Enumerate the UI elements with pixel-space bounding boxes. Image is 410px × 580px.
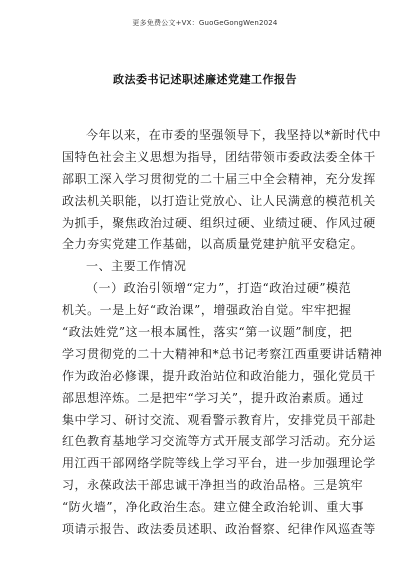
- text-line: 今年以来，在市委的坚强领导下，我坚持以*新时代中: [86, 128, 382, 142]
- paragraph: [62, 278, 383, 541]
- text-line: 为抓手，聚焦政治过硬、组织过硬、业绩过硬、作风过硬: [62, 215, 376, 230]
- text-line: 政法机关职能，以打造让党放心、让人民满意的模范机关: [62, 193, 376, 208]
- text-line: 一、主要工作情况: [86, 259, 187, 274]
- document-title: 政法委书记述职述廉述党建工作报告: [113, 73, 297, 86]
- text-line: 国特色社会主义思想为指导，团结带领市委政法委全体干: [62, 149, 376, 164]
- text-line: 集中学习、研讨交流、观看警示教育片，安排党员干部赴: [62, 412, 376, 427]
- text-line: （一）政治引领增“定力”，打造“政治过硬”模范: [86, 281, 352, 296]
- text-line: 习，永葆政法干部忠诚干净担当的政治品格。三是筑牢: [62, 478, 364, 493]
- header-note: 更多免费公文+VX：GuoGeGongWen2024: [132, 19, 278, 27]
- paragraph: [62, 256, 350, 278]
- text-line: 红色教育基地学习交流等方式开展支部学习活动。充分运: [62, 434, 376, 449]
- text-line: 全力夯实党建工作基础，以高质量党建护航平安稳定。: [62, 237, 364, 252]
- text-line: 部思想淬炼。二是把牢“学习关”，提升政治素质。通过: [62, 390, 365, 405]
- text-line: 部职工深入学习贯彻党的二十届三中全会精神，充分发挥: [62, 171, 376, 186]
- text-line: 学习贯彻党的二十大精神和*总书记考察江西重要讲话精神: [62, 346, 383, 361]
- text-line: “政法姓党”这一根本属性，落实“第一议题”制度，把: [62, 325, 353, 340]
- text-line: 作为政治必修课，提升政治站位和政治能力，强化党员干: [62, 368, 376, 383]
- text-line: 机关。一是上好“政治课”，增强政治自觉。牢牢把握: [62, 303, 352, 318]
- document-body: [62, 125, 383, 541]
- paragraph: [62, 125, 382, 256]
- text-line: 用江西干部网络学院等线上学习平台，进一步加强理论学: [62, 456, 376, 471]
- text-line: “防火墙”，净化政治生态。建立健全政治轮训、重大事: [62, 500, 365, 515]
- text-line: 项请示报告、政法委员述职、政治督察、纪律作风巡查等: [62, 522, 376, 537]
